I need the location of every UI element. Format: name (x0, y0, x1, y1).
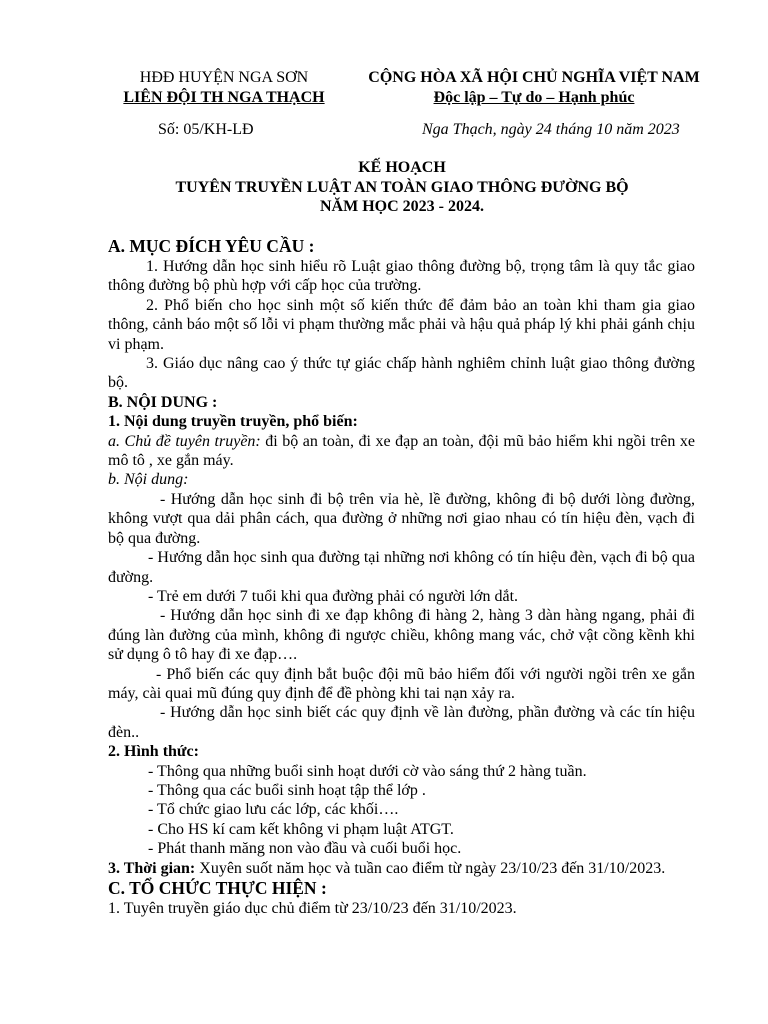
section-b-time (108, 859, 695, 878)
content-item-2: - Hướng dẫn học sinh qua đường tại những nơi không có tín hiệu đèn, vạch đi bộ qua đường. (108, 549, 695, 586)
content-item-3: - Trẻ em dưới 7 tuổi khi qua đường phải có người lớn dắt. (148, 587, 519, 605)
document-body (108, 236, 695, 918)
time-text: Xuyên suốt năm học và tuần cao điểm từ ngày 23/10/23 đến 31/10/2023. (195, 859, 666, 877)
issuer-line-2: LIÊN ĐỘI TH NGA THẠCH (123, 89, 325, 106)
section-a-heading: A. MỤC ĐÍCH YÊU CẦU : (108, 236, 315, 256)
content-item-4: - Hướng dẫn học sinh đi xe đạp không đi hàng 2, hàng 3 dàn hàng ngang, phải đi đúng làn đường của mình, không đi ngược chiều, không mang vác, chở vật cồng kềnh khi sử dụng ô tô hay đi xe đạp…. (108, 607, 695, 664)
section-b-topic (108, 432, 695, 471)
national-header (348, 68, 720, 108)
section-a-paragraph-3: 3. Giáo dục nâng cao ý thức tự giác chấp hành nghiêm chỉnh luật giao thông đường bộ. (108, 355, 695, 392)
issuer-line-1: HĐĐ HUYỆN NGA SƠN (139, 69, 309, 86)
content-label: b. Nội dung: (108, 471, 189, 489)
section-a-paragraph-2: 2. Phổ biến cho học sinh một số kiến thức để đảm bảo an toàn khi tham gia giao thông, cảnh báo một số lỗi vi phạm thường mắc phải và hậu quả pháp lý khi phải gánh chịu vi phạm. (108, 296, 695, 353)
form-item-5: - Phát thanh măng non vào đầu và cuối buổi học. (148, 840, 462, 858)
document-title (108, 158, 696, 217)
national-title: CỘNG HÒA XÃ HỘI CHỦ NGHĨA VIỆT NAM (368, 69, 700, 86)
form-item-1: - Thông qua những buổi sinh hoạt dưới cờ vào sáng thứ 2 hàng tuần. (148, 762, 587, 780)
content-item-1: - Hướng dẫn học sinh đi bộ trên vỉa hè, lề đường, không đi bộ dưới lòng đường, không vượt qua dải phân cách, qua đường ở những nơi giao nhau có tín hiệu đèn, vạch đi bộ qua đường. (108, 490, 695, 547)
form-item-3: - Tổ chức giao lưu các lớp, các khối…. (148, 801, 399, 819)
title-line-3: NĂM HỌC 2023 - 2024. (320, 198, 484, 215)
section-c-paragraph-1: 1. Tuyên truyền giáo dục chủ điểm từ 23/10/23 đến 31/10/2023. (108, 900, 517, 917)
topic-label: a. Chủ đề tuyên truyền: (108, 432, 261, 450)
section-c-heading: C. TỔ CHỨC THỰC HIỆN : (108, 878, 327, 898)
form-item-4: - Cho HS kí cam kết không vi phạm luật ATGT. (148, 820, 454, 838)
section-b-subheading-1: 1. Nội dung truyền truyền, phổ biến: (108, 413, 358, 431)
content-item-5: - Phổ biến các quy định bắt buộc đội mũ bảo hiểm đối với người ngồi trên xe gắn máy, cài quai mũ đúng quy định để đề phòng khi tai nạn xảy ra. (108, 665, 695, 702)
section-a-paragraph-1: 1. Hướng dẫn học sinh hiểu rõ Luật giao thông đường bộ, trọng tâm là quy tắc giao thông đường bộ phù hợp với cấp học của trường. (108, 258, 695, 295)
section-b-heading: B. NỘI DUNG : (108, 393, 218, 411)
section-b-subheading-2: 2. Hình thức: (108, 743, 199, 761)
form-item-2: - Thông qua các buổi sinh hoạt tập thể lớp . (148, 781, 426, 799)
content-item-6: - Hướng dẫn học sinh biết các quy định về làn đường, phần đường và các tín hiệu đèn.. (108, 704, 695, 741)
title-line-2: TUYÊN TRUYỀN LUẬT AN TOÀN GIAO THÔNG ĐƯỜNG BỘ (175, 178, 629, 196)
topic-text: đi bộ an toàn, đi xe đạp an toàn, đội mũ bảo hiểm khi ngồi trên xe mô tô , xe gắn máy. (108, 432, 695, 470)
title-line-1: KẾ HOẠCH (358, 159, 446, 176)
national-motto: Độc lập – Tự do – Hạnh phúc (433, 89, 635, 106)
document-number: Số: 05/KH-LĐ (158, 121, 254, 138)
time-label: 3. Thời gian: (108, 859, 196, 877)
document-date: Nga Thạch, ngày 24 tháng 10 năm 2023 (422, 121, 680, 138)
issuer-header (108, 68, 340, 108)
